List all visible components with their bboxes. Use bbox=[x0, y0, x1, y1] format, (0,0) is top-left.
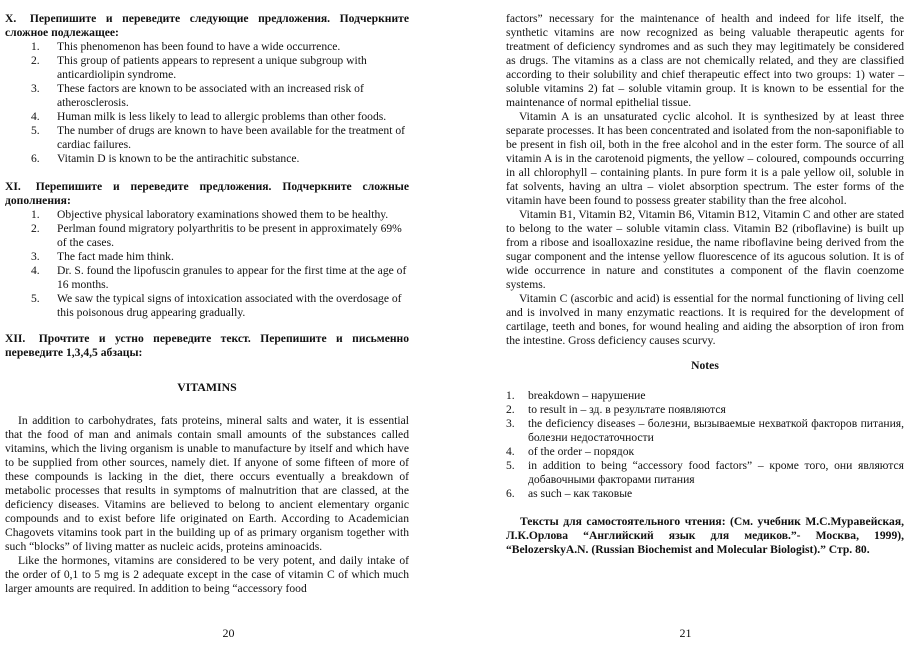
note-number: 3. bbox=[506, 417, 515, 430]
list-item bbox=[5, 40, 409, 54]
item-text: This group of patients appears to represent a unique subgroup with anticardiolipin syndrome. bbox=[57, 54, 367, 81]
list-item bbox=[5, 250, 409, 264]
body-paragraph: factors” necessary for the maintenance of health and indeed for life itself, the synthetic vitamins are now recognized as being valuable therapeutic agents for treatment of deficiency syndromes and as such they may legitimately be considered as drugs. The vitamins as a class are not chemically related, and they are classified according to their solubility and chief therapeutic effect into two groups: 1) water – soluble vitamins 2) fat – soluble vitamin group. It is known to be essential for the maintenance of normal epithelial tissue. bbox=[506, 12, 904, 109]
list-item bbox=[5, 292, 409, 320]
item-text: Perlman found migratory polyarthritis to be present in approximately 69% of the cases. bbox=[57, 222, 402, 249]
item-text: Objective physical laboratory examinations showed them to be healthy. bbox=[57, 208, 389, 221]
notes-title: Notes bbox=[691, 359, 719, 372]
exercise-xii-heading bbox=[5, 332, 409, 360]
item-number: 4. bbox=[31, 264, 40, 277]
list-item bbox=[5, 222, 409, 250]
exercise-xi-heading bbox=[5, 180, 409, 208]
item-text: We saw the typical signs of intoxication associated with the overdosage of this poisonous drug appearing gradually. bbox=[57, 292, 402, 319]
list-item bbox=[5, 82, 409, 110]
note-item bbox=[506, 487, 904, 501]
right-page bbox=[457, 0, 914, 650]
exercise-xii-instruction: Прочтите и устно переведите текст. Перепишите и письменно переведите 1,3,4,5 абзацы: bbox=[5, 332, 409, 359]
note-number: 5. bbox=[506, 459, 515, 472]
item-text: This phenomenon has been found to have a wide occurrence. bbox=[57, 40, 341, 53]
note-number: 2. bbox=[506, 403, 515, 416]
body-paragraph: Vitamin B1, Vitamin B2, Vitamin B6, Vitamin B12, Vitamin C and other are stated to belong to the water – soluble vitamin class. Vitamin B2 (riboflavine) is built up from a ribose and isoalloxazine residue, the name riboflavine being derived from the sugar component and the intense yellow fluorescence of its agucous solution. It is of wide occurrence in nature and constitutes a component of the flavin coenzome systems. bbox=[506, 208, 904, 291]
page-number: 20 bbox=[222, 626, 235, 640]
item-number: 2. bbox=[31, 222, 40, 235]
body-paragraph: Vitamin A is an unsaturated cyclic alcohol. It is synthesized by at least three separate processes. It has been concentrated and isolated from the non-saponifiable to be present in fish oil, both in the free alcohol and in the ester form. The source of all vitamin A is in the carotenoid pigments, the yellow – coloured, compounds occurring in all chlorophyll – containing plants. In pure form it is a pale yellow oil, soluble in fat solvents, having an ultra – violet absorption spectrum. The ester forms of the vitamin have been found to possess greater stability than the free alcohol. bbox=[506, 110, 904, 207]
item-text: The fact made him think. bbox=[57, 250, 174, 263]
item-text: Dr. S. found the lipofuscin granules to appear for the first time at the age of 16 months. bbox=[57, 264, 407, 291]
self-reading-reference: Тексты для самостоятельного чтения: (См. учебник М.С.Муравейская, Л.К.Орлова “Английский язык для медиков.”- Москва, 1999), “BelozerskyA.N. (Russian Biochemist and Molecular Biologist).” Стр. 80. bbox=[506, 515, 904, 556]
notes-list bbox=[506, 389, 904, 501]
note-number: 6. bbox=[506, 487, 515, 500]
note-item bbox=[506, 445, 904, 459]
item-text: These factors are known to be associated with an increased risk of atherosclerosis. bbox=[57, 82, 364, 109]
note-item bbox=[506, 459, 904, 487]
item-text: The number of drugs are known to have been available for the treatment of cardiac failures. bbox=[57, 124, 405, 151]
item-text: Human milk is less likely to lead to allergic problems than other foods. bbox=[57, 110, 387, 123]
exercise-x-heading bbox=[5, 12, 409, 40]
body-paragraph: Vitamin C (ascorbic and acid) is essential for the normal functioning of living cell and is involved in many enzymatic reactions. It is required for the development of cartilage, teeth and bones, for wound healing and aiding the absorption of iron from the intestine. Gross deficiency causes scurvy. bbox=[506, 292, 904, 347]
note-text: breakdown – нарушение bbox=[528, 389, 646, 402]
note-item bbox=[506, 403, 904, 417]
exercise-xi-instruction: Перепишите и переведите предложения. Подчеркните сложные дополнения: bbox=[5, 180, 409, 207]
list-item bbox=[5, 54, 409, 82]
list-item bbox=[5, 264, 409, 292]
item-number: 2. bbox=[31, 54, 40, 67]
item-number: 5. bbox=[31, 292, 40, 305]
note-text: to result in – зд. в результате появляются bbox=[528, 403, 726, 416]
note-text: as such – как таковые bbox=[528, 487, 633, 500]
item-number: 3. bbox=[31, 250, 40, 263]
exercise-xii-label: XII. bbox=[5, 332, 26, 345]
item-number: 4. bbox=[31, 110, 40, 123]
item-number: 6. bbox=[31, 152, 40, 165]
item-number: 1. bbox=[31, 40, 40, 53]
list-item bbox=[5, 152, 409, 166]
item-number: 1. bbox=[31, 208, 40, 221]
item-text: Vitamin D is known to be the antirachitic substance. bbox=[57, 152, 300, 165]
exercise-xi-label: XI. bbox=[5, 180, 21, 193]
list-item bbox=[5, 110, 409, 124]
note-text: the deficiency diseases – болезни, вызываемые нехваткой факторов питания, болезни недостаточности bbox=[528, 417, 904, 444]
exercise-x-instruction: Перепишите и переведите следующие предложения. Подчеркните сложное подлежащее: bbox=[5, 12, 409, 39]
item-number: 5. bbox=[31, 124, 40, 137]
note-number: 1. bbox=[506, 389, 515, 402]
body-paragraph: In addition to carbohydrates, fats proteins, mineral salts and water, it is essential that the food of man and animals contain small amounts of the substances called vitamins, which the living organism is unable to manufacture by itself and which have to be supplied from other sources, namely diet. If anyone of some fifteen of more of these compounds is lacking in the diet, there occurs eventually a breakdown of metabolic processes that results in symptoms of malnutrition that are classed, at the deficiency diseases. Vitamins are believed to belong to ancient elementary organic compounds and to exist before life originated on Earth. According to Academician Chagovets vitamins took part in the building up of as primary organism together with such “blocks” of living matter as nucleic acids, proteins aminoacids. bbox=[5, 414, 409, 553]
note-item bbox=[506, 389, 904, 403]
page-number: 21 bbox=[679, 626, 692, 640]
list-item bbox=[5, 208, 409, 222]
item-number: 3. bbox=[31, 82, 40, 95]
note-text: in addition to being “accessory food factors” – кроме того, они являются добавочными факторами питания bbox=[528, 459, 904, 486]
text-title: VITAMINS bbox=[177, 380, 237, 394]
note-number: 4. bbox=[506, 445, 515, 458]
exercise-x-list bbox=[5, 40, 409, 166]
list-item bbox=[5, 124, 409, 152]
body-paragraph: Like the hormones, vitamins are considered to be very potent, and daily intake of the order of 0,1 to 5 mg is 2 adequate except in the case of vitamin C of which much larger amounts are required. In addition to being “accessory food bbox=[5, 554, 409, 595]
note-text: of the order – порядок bbox=[528, 445, 635, 458]
exercise-xi-list bbox=[5, 208, 409, 320]
exercise-x-label: X. bbox=[5, 12, 17, 25]
note-item bbox=[506, 417, 904, 445]
